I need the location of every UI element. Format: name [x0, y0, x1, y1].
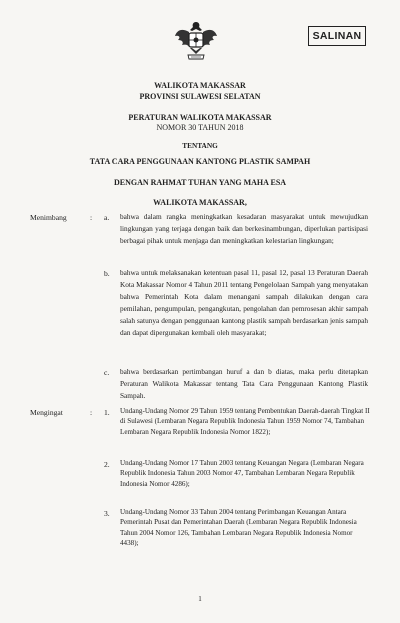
garuda-emblem-icon	[174, 18, 218, 64]
about-heading: TENTANG	[182, 141, 218, 150]
menimbang-item-b: bahwa untuk melaksanakan ketentuan pasal 11, pasal 12, pasal 13 Peraturan Daerah Kota Makassar Nomor 4 Tahun 2011 tentang Pengelolaan Sampah yang menyatakan bahwa Pemerintah Kota dalam menangani sampah dilakukan dengan cara pemilahan, pengumpulan, pengangkutan, pengolahan dan pemrosesan akhir sampah salah satunya dengan penggunaan kantong plastik sampah berdasarkan jenis sampah dan dapat dipergunakan kembali oleh masyarakat;	[120, 268, 368, 338]
menimbang-item-c: bahwa berdasarkan pertimbangan huruf a dan b diatas, maka perlu ditetapkan Peraturan Walikota Makassar tentang Tata Cara Penggunaan Kantong Plastik Sampah.	[120, 367, 368, 401]
regulation-subject: TATA CARA PENGGUNAAN KANTONG PLASTIK SAMPAH	[89, 157, 311, 166]
blessing-line: DENGAN RAHMAT TUHAN YANG MAHA ESA	[113, 178, 287, 187]
mengingat-item-3: Undang-Undang Nomor 33 Tahun 2004 tentang Perimbangan Keuangan Antara Pemerintah Pusat dan Pemerintahan Daerah (Lembaran Negara Republik Indonesia Tahun 2004 Nomor 126, Tambahan Lembaran Negara Republik Indonesia Nomor 4438);	[120, 508, 357, 548]
mengingat-mark-1: 1.	[104, 408, 110, 417]
menimbang-item-a: bahwa dalam rangka meningkatkan kesadaran masyarakat untuk mewujudkan lingkungan yang terjaga dengan baik dan berkesinambungan, diperlukan partisipasi berbagai pihak untuk menjaga dan meningkatkan kelestarian lingkungan;	[120, 212, 368, 246]
mengingat-mark-3: 3.	[104, 509, 110, 518]
mengingat-item-1: Undang-Undang Nomor 29 Tahun 1959 tentang Pembentukan Daerah-daerah Tingkat II di Sulawesi (Lembaran Negara Republik Indonesia Tahun 1959 Nomor 74, Tambahan Lembaran Negara Republik Indonesia Nomor 1822);	[120, 407, 370, 436]
menimbang-label: Menimbang	[30, 213, 67, 222]
regulation-title: PERATURAN WALIKOTA MAKASSAR	[128, 113, 272, 122]
header-line1: WALIKOTA MAKASSAR	[154, 81, 246, 90]
menimbang-mark-b: b.	[104, 269, 110, 278]
mengingat-label: Mengingat	[30, 408, 63, 417]
menimbang-mark-a: a.	[104, 213, 110, 222]
menimbang-colon: :	[90, 213, 93, 222]
mengingat-mark-2: 2.	[104, 460, 110, 469]
mengingat-item-2: Undang-Undang Nomor 17 Tahun 2003 tentang Keuangan Negara (Lembaran Negara Republik Indonesia Tahun 2003 Nomor 47, Tambahan Lembaran Negara Republik Indonesia Nomor 4286);	[120, 459, 364, 488]
page-number: 1	[198, 595, 202, 603]
mengingat-colon: :	[90, 408, 93, 417]
salinan-stamp: SALINAN	[308, 26, 366, 46]
regulation-number: NOMOR 30 TAHUN 2018	[156, 123, 244, 132]
mayor-line: WALIKOTA MAKASSAR,	[153, 198, 247, 207]
menimbang-mark-c: c.	[104, 368, 110, 377]
header-line2: PROVINSI SULAWESI SELATAN	[139, 92, 261, 101]
